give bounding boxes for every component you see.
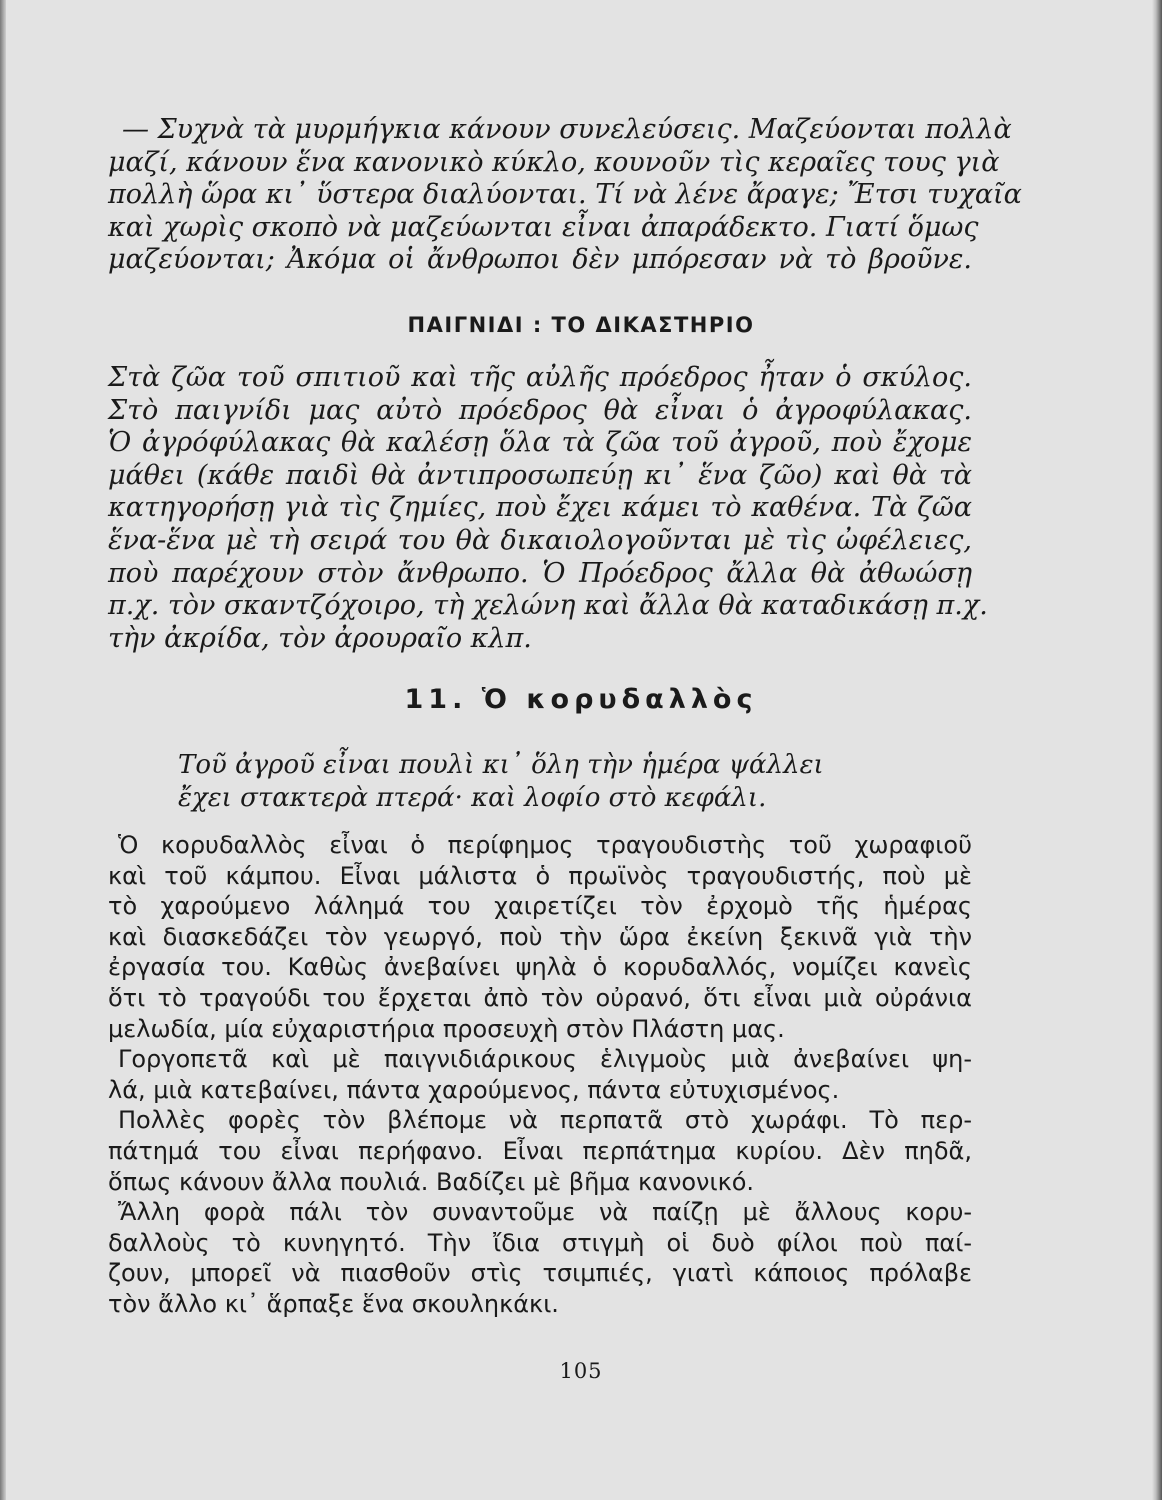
- text-line: λά, μιὰ κατεβαίνει, πάντα χαρούμενος, πάντα εὐτυχισμένος.: [108, 1075, 840, 1104]
- text-line: πολλὴ ὥρα κι᾽ ὕστερα διαλύονται. Τί νὰ λένε ἄραγε; Ἔτσι τυχαῖα: [108, 179, 1022, 211]
- text-line: μαζεύονται; Ἀκόμα οἱ ἄνθρωποι δὲν μπόρεσαν νὰ τὸ βροῦνε.: [108, 244, 972, 276]
- page-right-edge-shadow: [1152, 0, 1162, 1500]
- text-line: π.χ. τὸν σκαντζόχοιρο, τὴ χελώνη καὶ ἄλλα θὰ καταδικάσῃ π.χ.: [108, 590, 988, 622]
- poem-verse: [178, 749, 824, 815]
- chapter-body: [108, 830, 972, 1320]
- text-line: πάτημά του εἶναι περήφανο. Εἶναι περπάτημα κυρίου. Δὲν πηδᾶ,: [108, 1136, 972, 1165]
- text-line: καὶ διασκεδάζει τὸν γεωργό, ποὺ τὴν ὥρα ἐκείνη ξεκινᾶ γιὰ τὴν: [108, 922, 972, 951]
- page-number: 105: [559, 1359, 603, 1383]
- text-line: Ὁ ἀγρόφύλακας θὰ καλέσῃ ὅλα τὰ ζῶα τοῦ ἀγροῦ, ποὺ ἔχομε: [108, 427, 972, 459]
- intro-paragraph: [108, 114, 1022, 277]
- text-line: ὅπως κάνουν ἄλλα πουλιά. Βαδίζει μὲ βῆμα κανονικό.: [108, 1167, 755, 1196]
- game-heading: ΠΑΙΓΝΙΔΙ : ΤΟ ΔΙΚΑΣΤΗΡΙΟ: [407, 313, 755, 337]
- text-line: μαζί, κάνουν ἕνα κανονικὸ κύκλο, κουνοῦν τὶς κεραῖες τους γιὰ: [108, 146, 1000, 178]
- text-line: τὸν ἄλλο κι᾽ ἅρπαξε ἕνα σκουληκάκι.: [108, 1289, 559, 1318]
- text-line: ὅτι τὸ τραγούδι του ἔρχεται ἀπὸ τὸν οὐρανό, ὅτι εἶναι μιὰ οὐράνια: [108, 983, 972, 1012]
- text-line: τὸ χαρούμενο λάλημά του χαιρετίζει τὸν ἐρχομὸ τῆς ἡμέρας: [108, 892, 972, 921]
- text-line: Πολλὲς φορὲς τὸν βλέπομε νὰ περπατᾶ στὸ χωράφι. Τὸ περ-: [118, 1106, 972, 1135]
- text-line: ποὺ παρέχουν στὸν ἄνθρωπο. Ὁ Πρόεδρος ἄλλα θὰ ἀθωώσῃ: [108, 557, 972, 589]
- text-line: — Συχνὰ τὰ μυρμήγκια κάνουν συνελεύσεις. Μαζεύονται πολλὰ: [122, 114, 1012, 145]
- poem-line: Τοῦ ἀγροῦ εἶναι πουλὶ κι᾽ ὅλη τὴν ἡμέρα ψάλλει: [178, 750, 824, 780]
- text-line: Στὰ ζῶα τοῦ σπιτιοῦ καὶ τῆς αὐλῆς πρόεδρος ἦταν ὁ σκύλος.: [108, 362, 972, 393]
- chapter-title: 11. Ὁ κορυδαλλὸς: [404, 684, 758, 715]
- game-paragraph: [108, 362, 988, 655]
- text-line: δαλλοὺς τὸ κυνηγητό. Τὴν ἴδια στιγμὴ οἱ δυὸ φίλοι ποὺ παί-: [108, 1228, 972, 1257]
- text-line: ἐργασία του. Καθὼς ἀνεβαίνει ψηλὰ ὁ κορυδαλλός, νομίζει κανεὶς: [108, 953, 972, 982]
- text-line: ἕνα-ἕνα μὲ τὴ σειρά του θὰ δικαιολογοῦνται μὲ τὶς ὠφέλειες,: [108, 524, 972, 556]
- text-line: Γοργοπετᾶ καὶ μὲ παιγνιδιάρικους ἑλιγμοὺς μιὰ ἀνεβαίνει ψη-: [118, 1045, 972, 1074]
- text-line: καὶ τοῦ κάμπου. Εἶναι μάλιστα ὁ πρωϊνὸς τραγουδιστής, ποὺ μὲ: [108, 861, 972, 890]
- poem-line: ἔχει στακτερὰ πτερά· καὶ λοφίο στὸ κεφάλι.: [178, 783, 767, 813]
- text-line: ζουν, μπορεῖ νὰ πιασθοῦν στὶς τσιμπιές, γιατὶ κάποιος πρόλαβε: [108, 1259, 972, 1288]
- text-line: τὴν ἀκρίδα, τὸν ἀρουραῖο κλπ.: [108, 622, 532, 654]
- text-line: κατηγορήσῃ γιὰ τὶς ζημίες, ποὺ ἔχει κάμει τὸ καθένα. Τὰ ζῶα: [108, 492, 972, 524]
- text-line: μάθει (κάθε παιδὶ θὰ ἀντιπροσωπεύῃ κι᾽ ἕνα ζῶο) καὶ θὰ τὰ: [108, 459, 972, 491]
- text-line: Ἄλλη φορὰ πάλι τὸν συναντοῦμε νὰ παίζῃ μὲ ἄλλους κορυ-: [118, 1198, 972, 1227]
- text-line: μελωδία, μία εὐχαριστήρια προσευχὴ στὸν Πλάστη μας.: [108, 1014, 785, 1043]
- text-line: Ὁ κορυδαλλὸς εἶναι ὁ περίφημος τραγουδιστὴς τοῦ χωραφιοῦ: [118, 831, 972, 859]
- page-left-edge-shadow: [0, 0, 6, 1500]
- text-line: Στὸ παιγνίδι μας αὐτὸ πρόεδρος θὰ εἶναι ὁ ἀγροφύλακας.: [108, 394, 972, 426]
- text-line: καὶ χωρὶς σκοπὸ νὰ μαζεύωνται εἶναι ἀπαράδεκτο. Γιατί ὅμως: [108, 211, 979, 243]
